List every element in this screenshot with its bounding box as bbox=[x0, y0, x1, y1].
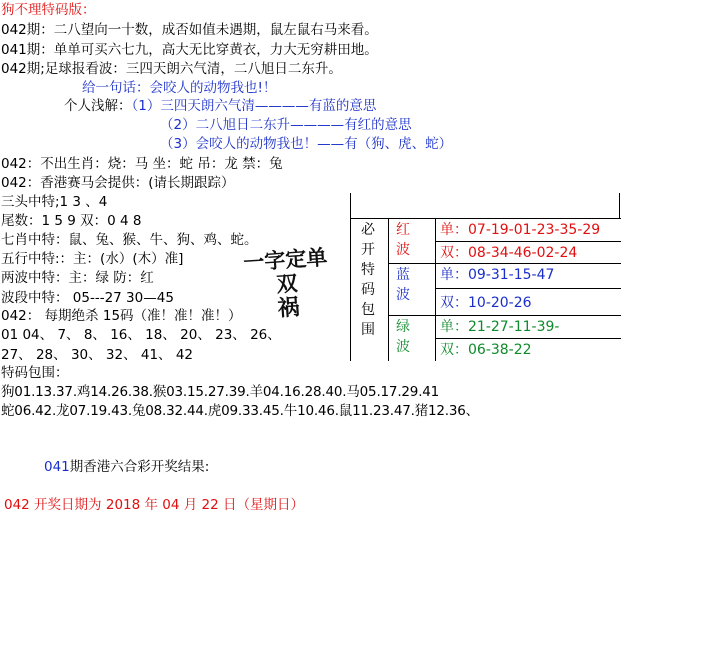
blue-odd-row bbox=[440, 265, 554, 285]
tip-wave-range: 波段中特： 05---27 30—45 bbox=[1, 290, 174, 306]
table-line-top bbox=[350, 218, 621, 219]
prophecy-line-football bbox=[1, 60, 342, 78]
blue-even-row bbox=[440, 293, 532, 313]
tip-three-heads: 三头中特;1 3 、4 bbox=[1, 194, 108, 210]
red-even-numbers: 08-34-46-02-24 bbox=[468, 245, 578, 261]
label-char-6: 围 bbox=[361, 322, 375, 338]
table-line-blue-green bbox=[388, 315, 621, 316]
tip-five-elements: 五行中特:：主：(水）(木）准] bbox=[1, 251, 184, 267]
hint-interp-row-1 bbox=[64, 97, 376, 115]
red-wave-label: 红波 bbox=[396, 222, 410, 258]
tip-tail-numbers: 尾数：1 5 9 双：0 4 8 bbox=[1, 213, 142, 229]
special-zodiac-line-1: 狗01.13.37.鸡14.26.38.猴03.15.27.39.羊04.16.28.40.马05.17.29.41 bbox=[1, 384, 440, 400]
green-wave-label: 绿波 bbox=[396, 319, 410, 355]
special-label: 特码包围： bbox=[1, 365, 69, 381]
table-divider-1 bbox=[388, 218, 389, 361]
interp-3: （3）会咬人的动物我也！——有（狗、虎、蛇） bbox=[160, 136, 453, 152]
prophecy-line-042: 042期：二八望向一十数，成否如值未遇期，鼠左鼠右马来看。 bbox=[1, 22, 378, 38]
result-issue: 041 bbox=[44, 459, 70, 475]
green-odd-numbers: 21-27-11-39- bbox=[468, 319, 560, 335]
green-odd-row bbox=[440, 317, 559, 337]
tip-two-waves: 两波中特：主：绿 防：红 bbox=[1, 270, 154, 286]
label-char-1: 必 bbox=[361, 222, 375, 238]
label-char-2: 开 bbox=[361, 242, 375, 258]
green-odd-label: 单： bbox=[440, 319, 468, 335]
red-odd-label: 单： bbox=[440, 222, 468, 238]
table-border-right bbox=[619, 193, 620, 218]
kill-numbers-row-1: 01 04、 7、 8、 16、 18、 20、 23、 26、 bbox=[1, 327, 281, 343]
label-char-3: 特 bbox=[361, 262, 375, 278]
green-even-label: 双： bbox=[440, 342, 468, 358]
green-even-numbers: 06-38-22 bbox=[468, 342, 532, 358]
green-even-row bbox=[440, 340, 532, 360]
hint-give-line: 给一句话：会咬人的动物我也!！ bbox=[82, 80, 277, 96]
table-line-blue-mid bbox=[435, 288, 621, 289]
tip-kill-numbers: 042： 每期绝杀 15码（准！准！准！） bbox=[1, 308, 242, 324]
red-even-row bbox=[440, 243, 577, 263]
table-divider-2 bbox=[435, 218, 436, 361]
interp-label: 个人浅解： bbox=[64, 98, 132, 114]
prophecy-line-041: 041期：单单可买六七九，高大无比穿黄衣，力大无穷耕田地。 bbox=[1, 42, 378, 58]
wave-table bbox=[350, 193, 622, 361]
football-text: 042期;足球报看波：三四天朗六气清，二八旭日二东升。 bbox=[1, 61, 342, 77]
page-title: 狗不理特码版： bbox=[1, 2, 96, 18]
red-even-label: 双： bbox=[440, 245, 468, 261]
label-char-5: 包 bbox=[361, 302, 375, 318]
blue-even-label: 双： bbox=[440, 295, 468, 311]
red-odd-row bbox=[440, 220, 600, 240]
kill-numbers-row-2: 27、 28、 30、 32、 41、 42 bbox=[1, 347, 194, 363]
draw-date: 042 开奖日期为 2018 年 04 月 22 日（星期日） bbox=[4, 497, 305, 513]
tip-no-zodiac: 042：不出生肖：烧：马 坐：蛇 吊：龙 禁：兔 bbox=[1, 156, 283, 172]
stamp-line-2: 祸 bbox=[276, 294, 301, 322]
blue-even-numbers: 10-20-26 bbox=[468, 295, 532, 311]
blue-odd-numbers: 09-31-15-47 bbox=[468, 267, 555, 283]
result-heading bbox=[44, 458, 209, 476]
blue-wave-label: 蓝波 bbox=[396, 267, 410, 303]
stamp-line-1: 一字定单双 bbox=[242, 244, 329, 297]
result-text: 期香港六合彩开奖结果: bbox=[69, 459, 210, 475]
label-char-4: 码 bbox=[361, 282, 375, 298]
interp-1: （1）三四天朗六气清————有蓝的意思 bbox=[131, 98, 377, 114]
blue-odd-label: 单： bbox=[440, 267, 468, 283]
interp-2: （2）二八旭日二东升————有红的意思 bbox=[160, 117, 412, 133]
odd-even-stamp bbox=[242, 245, 333, 323]
table-line-green-mid bbox=[435, 338, 621, 339]
tip-hk-jockey: 042：香港赛马会提供：(请长期跟踪） bbox=[1, 175, 235, 191]
special-zodiac-line-2: 蛇06.42.龙07.19.43.兔08.32.44.虎09.33.45.牛10.46.鼠11.23.47.猪12.36、 bbox=[1, 403, 479, 419]
red-odd-numbers: 07-19-01-23-35-29 bbox=[468, 222, 601, 238]
tip-seven-zodiac: 七肖中特：鼠、兔、猴、牛、狗、鸡、蛇。 bbox=[1, 232, 258, 248]
table-line-red-blue bbox=[388, 263, 621, 264]
table-line-red-mid bbox=[435, 241, 621, 242]
